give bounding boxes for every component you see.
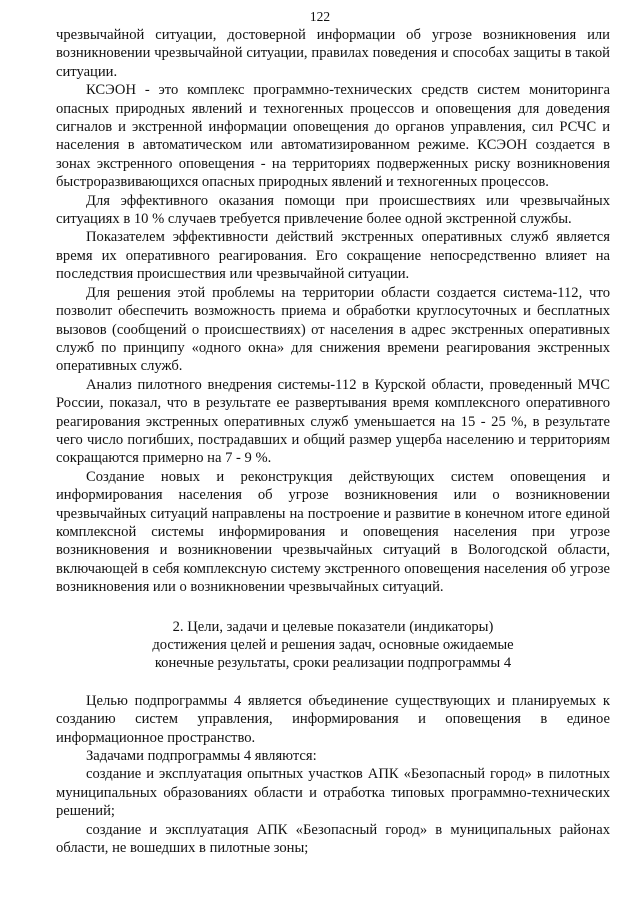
paragraph-analysis: Анализ пилотного внедрения системы-112 в Курской области, проведенный МЧС России, показал, что в результате ее развертывания время комплексного оперативного реагирования экстренных оперативных служб уменьшается на 15 - 25 %, в результате чего число погибших, пострадавших и общий размер ущерба населению и территориям сокращаются примерно на 7 - 9 %.: [56, 376, 610, 467]
paragraph-creation: Создание новых и реконструкция действующих систем оповещения и информирования населения об угрозе возникновения или о возникновении чрезвычайных ситуаций направлены на построение и развитие в конечном итоге единой комплексной системы информирования и оповещения населения при угрозе возникновения и возникновении чрезвычайных ситуаций в Вологодской области, включающей в себя комплексную систему экстренного оповещения населения об угрозе возникновения или о возникновении чрезвычайных ситуаций.: [56, 468, 610, 596]
section-heading-line-2: достижения целей и решения задач, основные ожидаемые: [152, 637, 514, 653]
paragraph-kseon: КСЭОН - это комплекс программно-технических средств систем мониторинга опасных природных явлений и техногенных процессов и оповещения для доведения сигналов и экстренной информации оповещения до органов управления, сил РСЧС и населения в автоматическом или автоматизированном режиме. КСЭОН создается в зонах экстренного оповещения - на территориях подверженных риску возникновения быстроразвивающихся опасных природных явлений и техногенных процессов.: [56, 82, 610, 191]
paragraph-effective-help: Для эффективного оказания помощи при происшествиях или чрезвычайных ситуациях в 10 % случаев требуется привлечение более одной экстренной службы.: [56, 192, 610, 228]
section-heading-line-1: 2. Цели, задачи и целевые показатели (индикаторы): [172, 618, 494, 635]
paragraph-indicator: Показателем эффективности действий экстренных оперативных служб является время их оперативного реагирования. Его сокращение непосредственно влияет на последствия происшествия или чрезвычайной ситуации.: [56, 229, 610, 283]
paragraph-goal: Целью подпрограммы 4 является объединение существующих и планируемых к созданию систем управления, информирования и оповещения в единое информационное пространство.: [56, 692, 610, 746]
paragraph-system-112: Для решения этой проблемы на территории области создается система-112, что позволит обеспечить возможность приема и обработки круглосуточных и бесплатных вызовов (сообщений о происшествиях) от населения в адрес экстренных оперативных служб по принципу «одного окна» для снижения времени реагирования экстренных оперативных служб.: [56, 284, 610, 375]
tasks-intro: Задачами подпрограммы 4 являются:: [86, 748, 317, 765]
page-number: 122: [309, 9, 331, 24]
section-heading-line-3: конечные результаты, сроки реализации подпрограммы 4: [154, 655, 512, 672]
document-body: [56, 26, 610, 857]
task-item-1: создание и эксплуатация опытных участков АПК «Безопасный город» в пилотных муниципальных образованиях области и отработка типовых программно-технических решений;: [56, 766, 610, 820]
section-heading: [56, 618, 610, 673]
paragraph-continued: чрезвычайной ситуации, достоверной информации об угрозе возникновения или возникновении чрезвычайной ситуации, правилах поведения и способах защиты в такой ситуации.: [56, 27, 610, 80]
task-item-2: создание и эксплуатация АПК «Безопасный город» в муниципальных районах области, не вошедших в пилотные зоны;: [56, 821, 610, 857]
